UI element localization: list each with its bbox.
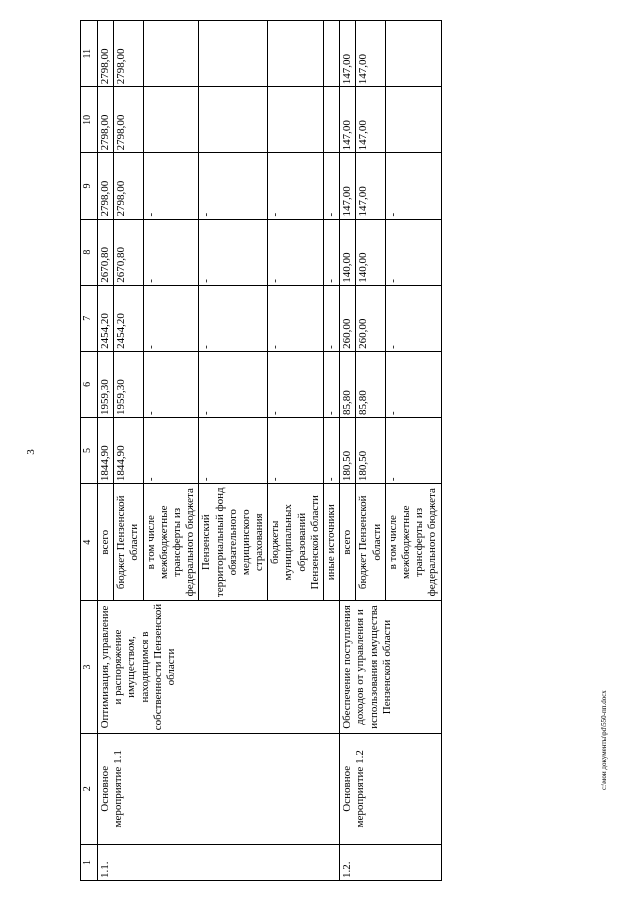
amount-cell: - bbox=[385, 417, 441, 483]
amount-cell: - bbox=[324, 219, 340, 285]
amount-cell: - bbox=[268, 153, 324, 219]
amount-cell: 147,00 bbox=[356, 87, 385, 153]
amount-cell bbox=[268, 87, 324, 153]
item-name: Основное мероприятие 1.1 bbox=[98, 733, 340, 844]
funding-source: Пензенский территориальный фонд обязательного медицинского страхования bbox=[199, 484, 268, 601]
amount-cell: 2454,20 bbox=[114, 285, 143, 351]
amount-cell: 2798,00 bbox=[98, 21, 114, 87]
amount-cell: - bbox=[385, 153, 441, 219]
funding-source: всего bbox=[340, 484, 356, 601]
amount-cell: 180,50 bbox=[356, 417, 385, 483]
header-cell: 10 bbox=[81, 87, 98, 153]
amount-cell: - bbox=[324, 285, 340, 351]
amount-cell bbox=[324, 87, 340, 153]
program-table bbox=[80, 20, 442, 881]
amount-cell bbox=[199, 87, 268, 153]
item-description: Оптимизация, управление и распоряжение имуществом, находящимся в собственности Пензенской области bbox=[98, 601, 340, 733]
amount-cell: - bbox=[199, 351, 268, 417]
header-cell: 5 bbox=[81, 417, 98, 483]
amount-cell: - bbox=[385, 285, 441, 351]
amount-cell: 2798,00 bbox=[98, 153, 114, 219]
amount-cell: 140,00 bbox=[340, 219, 356, 285]
header-row bbox=[81, 21, 98, 881]
amount-cell: 85,80 bbox=[356, 351, 385, 417]
amount-cell: 2670,80 bbox=[114, 219, 143, 285]
header-cell: 8 bbox=[81, 219, 98, 285]
amount-cell: - bbox=[385, 351, 441, 417]
header-cell: 1 bbox=[81, 844, 98, 880]
amount-cell: 2798,00 bbox=[114, 87, 143, 153]
header-cell: 6 bbox=[81, 351, 98, 417]
amount-cell: - bbox=[199, 417, 268, 483]
footer-file-path: c:\мои документы\рd\550-пп.docx bbox=[600, 690, 608, 790]
table-row bbox=[98, 21, 114, 881]
amount-cell: - bbox=[324, 417, 340, 483]
item-number: 1.1. bbox=[98, 844, 340, 880]
funding-source: бюджет Пензенской области bbox=[356, 484, 385, 601]
funding-source: бюджеты муниципальных образований Пензенской области bbox=[268, 484, 324, 601]
rotated-sheet bbox=[80, 20, 586, 881]
amount-cell: 1844,90 bbox=[114, 417, 143, 483]
amount-cell: 147,00 bbox=[340, 87, 356, 153]
amount-cell: - bbox=[143, 153, 199, 219]
amount-cell: 140,00 bbox=[356, 219, 385, 285]
amount-cell: - bbox=[199, 285, 268, 351]
amount-cell: 147,00 bbox=[356, 153, 385, 219]
amount-cell: - bbox=[143, 285, 199, 351]
header-cell: 11 bbox=[81, 21, 98, 87]
amount-cell: 147,00 bbox=[340, 21, 356, 87]
amount-cell: 1959,30 bbox=[98, 351, 114, 417]
funding-source: бюджет Пензенской области bbox=[114, 484, 143, 601]
item-number: 1.2. bbox=[340, 844, 441, 880]
item-name: Основное мероприятие 1.2 bbox=[340, 733, 441, 844]
amount-cell: 2798,00 bbox=[114, 153, 143, 219]
page-number: 3 bbox=[24, 449, 37, 455]
amount-cell: - bbox=[143, 219, 199, 285]
amount-cell bbox=[199, 21, 268, 87]
amount-cell: - bbox=[268, 285, 324, 351]
amount-cell: - bbox=[268, 219, 324, 285]
amount-cell: 260,00 bbox=[356, 285, 385, 351]
amount-cell bbox=[385, 21, 441, 87]
amount-cell: 2670,80 bbox=[98, 219, 114, 285]
amount-cell bbox=[143, 21, 199, 87]
amount-cell bbox=[385, 87, 441, 153]
amount-cell: - bbox=[268, 417, 324, 483]
amount-cell: 2454,20 bbox=[98, 285, 114, 351]
header-cell: 9 bbox=[81, 153, 98, 219]
amount-cell: 85,80 bbox=[340, 351, 356, 417]
funding-source: в том числе межбюджетные трансферты из федерального бюджета bbox=[385, 484, 441, 601]
header-cell: 3 bbox=[81, 601, 98, 733]
header-cell: 2 bbox=[81, 733, 98, 844]
funding-source: всего bbox=[98, 484, 114, 601]
amount-cell: 2798,00 bbox=[114, 21, 143, 87]
item-description: Обеспечение поступления доходов от управления и использования имущества Пензенской области bbox=[340, 601, 441, 733]
amount-cell: 147,00 bbox=[356, 21, 385, 87]
amount-cell: - bbox=[143, 417, 199, 483]
amount-cell: - bbox=[199, 153, 268, 219]
amount-cell bbox=[324, 21, 340, 87]
amount-cell: - bbox=[324, 153, 340, 219]
amount-cell: - bbox=[199, 219, 268, 285]
amount-cell: - bbox=[324, 351, 340, 417]
amount-cell: 1959,30 bbox=[114, 351, 143, 417]
table-row bbox=[340, 21, 356, 881]
amount-cell: 2798,00 bbox=[98, 87, 114, 153]
amount-cell: - bbox=[143, 351, 199, 417]
amount-cell: - bbox=[268, 351, 324, 417]
header-cell: 7 bbox=[81, 285, 98, 351]
funding-source: в том числе межбюджетные трансферты из федерального бюджета bbox=[143, 484, 199, 601]
funding-source: иные источники bbox=[324, 484, 340, 601]
amount-cell: - bbox=[385, 219, 441, 285]
amount-cell: 260,00 bbox=[340, 285, 356, 351]
header-cell: 4 bbox=[81, 484, 98, 601]
amount-cell: 180,50 bbox=[340, 417, 356, 483]
amount-cell: 1844,90 bbox=[98, 417, 114, 483]
amount-cell bbox=[143, 87, 199, 153]
amount-cell bbox=[268, 21, 324, 87]
amount-cell: 147,00 bbox=[340, 153, 356, 219]
